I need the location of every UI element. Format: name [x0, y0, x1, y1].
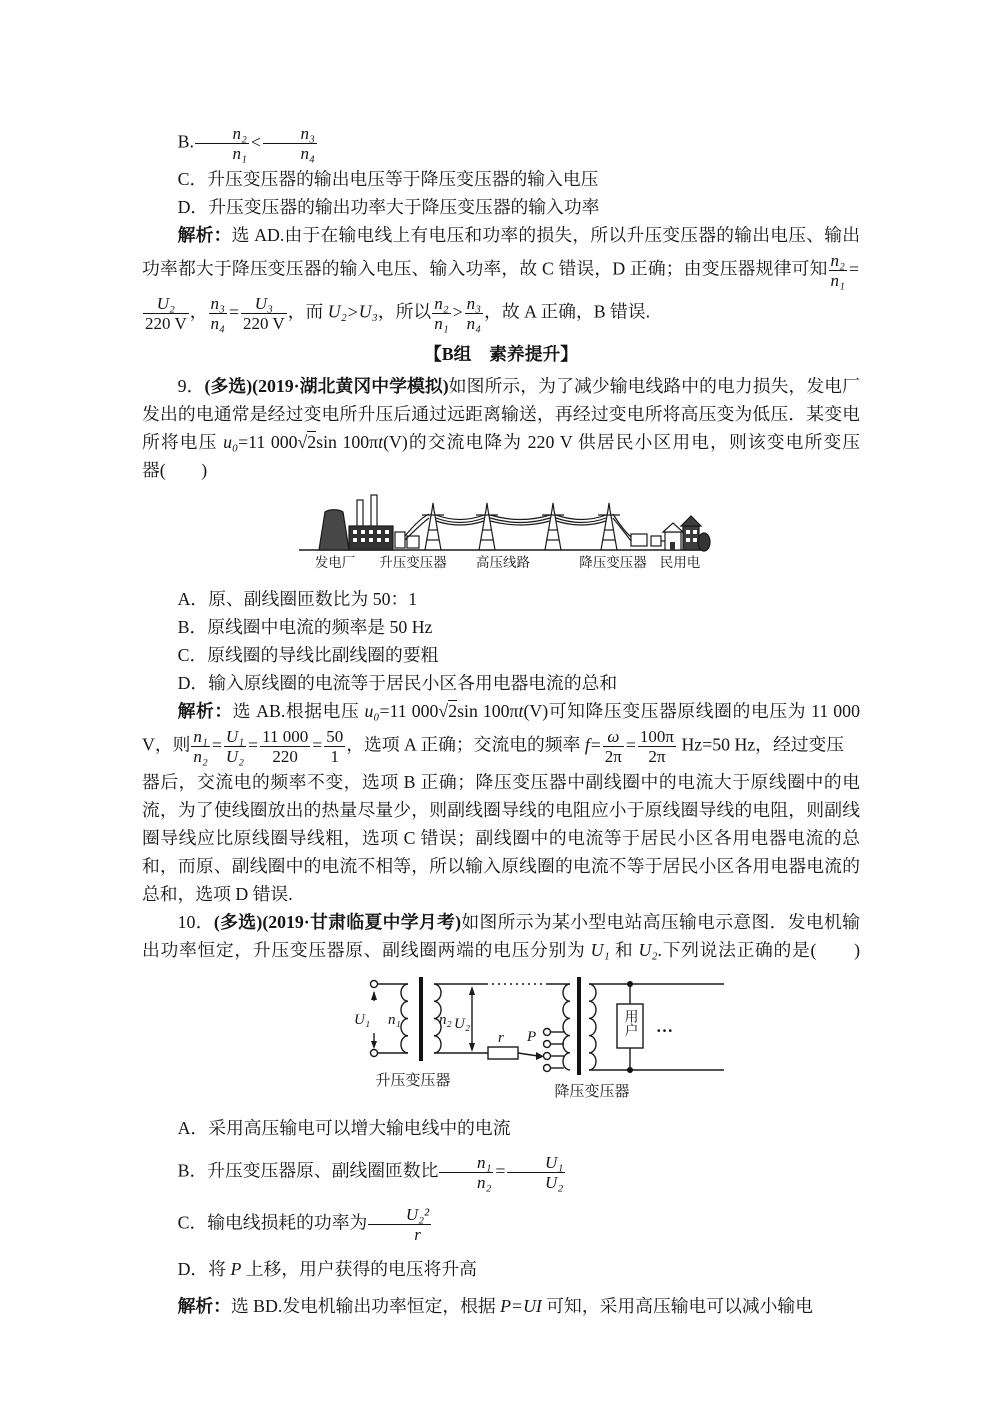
label-r: r: [498, 1030, 504, 1047]
fraction: $\frac{50}{1}$: [326, 727, 344, 767]
q10-figure-circuit: [338, 972, 734, 1105]
step-down-transformer-icon: [631, 534, 647, 546]
input-terminal: [371, 1050, 378, 1057]
q9-solution-line: 解析：选 AB.根据电压 u₀=11 000√2sin 100πt(V)可知降压变压器原线圈的电压为 11 000: [177, 701, 860, 722]
chimney-icon: [357, 500, 363, 527]
q8-solution-line: 功率都大于降压变压器的输入电压、输入功率，故 C 错误，D 正确；由变压器规律可知 $\frac{\text{n₂}}{\text{n₁}}$ =: [142, 251, 859, 291]
sqrt-sign: √: [438, 701, 449, 722]
power-transmission-diagram: [291, 490, 711, 578]
label-n1: n₁: [388, 1012, 401, 1029]
arrow-up-icon: [371, 991, 377, 1000]
q9-option-d: D．输入原线圈的电流等于居民小区各用电器电流的总和: [177, 673, 618, 694]
step-up-transformer-icon: [395, 532, 405, 548]
houses-icon: [663, 516, 710, 551]
figure-label-residential: 民用电: [659, 555, 701, 571]
label-p: P: [527, 1029, 537, 1046]
arrow-right-icon: [536, 1052, 544, 1060]
question-source: (多选)(2019·甘肃临夏中学月考): [213, 912, 462, 933]
fraction: $\frac{\text{U₃}}{220 V}$: [242, 294, 285, 334]
label-n2: n₂: [439, 1012, 452, 1029]
sqrt-sign: √: [297, 432, 308, 453]
fraction: $\frac{\text{n₃}}{\text{n₄}}$: [210, 294, 225, 334]
q9-solution-line: 圈导线应比原线圈导线粗，选项 C 错误；副线圈中的电流等于居民小区各用电器电流的总: [142, 828, 860, 849]
fraction: $\frac{\text{n₂}}{\text{n₁}}$: [830, 251, 845, 291]
fraction: $\frac{\text{n₁}}{\text{n₂}}$: [193, 727, 208, 767]
ellipsis: …: [656, 1017, 673, 1037]
q10-option-a: A．采用高压输电可以增大输电线中的电流: [177, 1118, 511, 1139]
fraction: $\frac{\text{U₂²}}{r}$: [368, 1205, 431, 1244]
cooling-tower-icon: [319, 510, 349, 550]
tap-terminal: [544, 1053, 551, 1060]
fraction: $\frac{\text{U₁}}{\text{U₂}}$: [225, 727, 245, 767]
transmission-tower-icon: [422, 503, 444, 550]
tap-terminal: [544, 1065, 551, 1072]
solution-prefix: 解析：: [177, 225, 232, 246]
fraction: $\frac{\text{n₃}}{\text{n₄}}$: [466, 294, 482, 334]
q9-option-b: B．原线圈中电流的频率是 50 Hz: [177, 617, 433, 638]
transformer-core: [577, 977, 581, 1075]
arrow-down-icon: [469, 1043, 475, 1052]
arrow-up-icon: [469, 986, 475, 995]
arrow-down-icon: [371, 1041, 377, 1049]
q9-solution-line: 总和，选项 D 错误.: [142, 884, 293, 905]
q8-option-b: B. $\frac{\text{n₂}}{\text{n₁}}$ < $\frac{\text{n₃}}{\text{n₄}}$: [177, 124, 315, 164]
transformer-core: [419, 977, 423, 1061]
solution-prefix: 解析：: [177, 701, 233, 722]
q9-solution-line: 器后，交流电的频率不变，选项 B 正确；降压变压器中副线圈中的电流大于原线圈中的电: [142, 772, 860, 793]
q10-stem-line: 10．(多选)(2019·甘肃临夏中学月考)如图所示为某小型电站高压输电示意图．发电机输: [177, 912, 860, 933]
q9-stem-line: 9．(多选)(2019·湖北黄冈中学模拟)如图所示，为了减少输电线路中的电力损失，发电厂: [177, 376, 860, 397]
step-down-primary-coil: [563, 984, 570, 1070]
label-step-down-transformer: 降压变压器: [554, 1084, 630, 1101]
tap-terminal: [544, 1041, 551, 1048]
transmission-tower-icon: [476, 503, 498, 550]
figure-label-step-up-transformer: 升压变压器: [379, 555, 447, 571]
step-up-transformer-icon: [407, 536, 419, 548]
option-label: B.: [177, 131, 194, 152]
q9-solution-line: 流，为了使线圈放出的热量尽量少，则副线圈导线的电阻应小于原线圈导线的电阻，则副线: [142, 800, 860, 821]
q10-option-c: C．输电线损耗的功率为 $\frac{\text{U₂²}}{r}$: [177, 1205, 430, 1245]
page-content: [142, 122, 860, 1320]
transmission-tower-icon: [542, 503, 564, 550]
fraction: $\frac{\text{n₂}}{\text{n₁}}$: [195, 124, 249, 163]
q9-stem-line: 器( ): [142, 460, 208, 481]
q10-option-d: D．将 P 上移，用户获得的电压将升高: [177, 1259, 477, 1280]
q10-option-b: B．升压变压器原、副线圈匝数比 $\frac{\text{n₁}}{\text{n₂}}$ = $\frac{\text{U₁}}{\text{U₂}}$: [177, 1153, 564, 1193]
step-down-secondary-coil: [589, 984, 596, 1070]
fraction: $\frac{11 000}{220}$: [262, 727, 309, 767]
fraction: $\frac{\text{U₁}}{\text{U₂}}$: [507, 1153, 565, 1192]
q9-option-a: A．原、副线圈匝数比为 50：1: [177, 589, 418, 610]
solution-prefix: 解析：: [177, 1296, 231, 1317]
label-step-up-transformer: 升压变压器: [375, 1073, 451, 1090]
fraction: $\frac{\text{n₂}}{\text{n₁}}$: [434, 294, 449, 334]
figure-label-step-down-transformer: 降压变压器: [579, 555, 647, 571]
figure-label-power-plant: 发电厂: [314, 555, 356, 571]
fraction: $\frac{\omega}{2\pi}$: [604, 727, 622, 767]
q10-stem-line: 出功率恒定，升压变压器原、副线圈两端的电压分别为 U₁ 和 U₂.下列说法正确的是( ): [142, 940, 860, 961]
q10-solution-line: 解析：选 BD.发电机输出功率恒定，根据 P=UI 可知，采用高压输电可以减小输电: [177, 1296, 813, 1317]
q9-figure-power-transmission: [291, 490, 711, 583]
q8-solution-line: 解析：选 AD.由于在输电线上有电压和功率的损失，所以升压变压器的输出电压、输出: [177, 225, 860, 246]
label-u1: U₁: [354, 1012, 371, 1029]
tap-terminal: [544, 1029, 551, 1036]
fraction: $\frac{\text{n₁}}{\text{n₂}}$: [439, 1153, 493, 1192]
question-source: (多选)(2019·湖北黄冈中学模拟): [204, 376, 449, 397]
input-terminal: [371, 981, 378, 988]
q9-stem-line: 发出的电通常是经过变电所升压后通过远距离输送，再经过变电所将高压变为低压．某变电: [142, 404, 860, 425]
label-u2: U₂: [454, 1016, 471, 1033]
q8-solution-line: $\frac{\text{U₂}}{220 V}$ ， $\frac{\text{n₃}}{\text{n₄}}$ = $\frac{\text{U₃}}{220 V}$ ，而 U₂>U₃，所以 $\frac{\text{n₂}}{\text{n₁}}$ > $\frac{\text{n₃}}{\text{n₄}}$ ，故 A 正确，B 错误.: [145, 294, 651, 334]
primary-coil: [401, 984, 408, 1053]
fraction: $\frac{\text{U₂}}{220 V}$: [145, 294, 187, 334]
q8-option-c: C．升压变压器的输出电压等于降压变压器的输入电压: [177, 169, 599, 190]
transmission-circuit-diagram: [338, 972, 734, 1100]
figure-label-high-voltage-line: 高压线路: [476, 555, 530, 571]
q9-option-c: C．原线圈的导线比副线圈的要粗: [177, 645, 439, 666]
q9-solution-line: 和，而原、副线圈中的电流不相等，所以输入原线圈的电流不等于居民小区各用电器电流的: [142, 856, 860, 877]
q9-solution-line: V，则 $\frac{\text{n₁}}{\text{n₂}}$ = $\frac{\text{U₁}}{\text{U₂}}$ = $\frac{11 000}{220}$ = $\frac{50}{1}$ ，选项 A 正确；交流电的频率 f= $\frac{\omega}{2\pi}$ = $\frac{100\pi}{2\pi}$ Hz=50 Hz，经过变压: [142, 727, 845, 767]
label-user: 用户: [622, 1009, 638, 1038]
line-resistor: [488, 1047, 518, 1059]
chimney-icon: [371, 495, 377, 527]
step-down-transformer-icon: [651, 536, 661, 546]
section-header: 【B组 素养提升】: [423, 344, 579, 365]
q9-stem-line: 所将电压 u₀=11 000√2sin 100πt(V)的交流电降为 220 V 供居民小区用电，则该变电所变压: [142, 432, 860, 453]
fraction: $\frac{100\pi}{2\pi}$: [639, 727, 675, 767]
q8-option-d: D．升压变压器的输出功率大于降压变压器的输入功率: [177, 197, 600, 218]
transmission-tower-icon: [598, 503, 620, 550]
fraction: $\frac{\text{n₃}}{\text{n₄}}$: [263, 124, 317, 163]
